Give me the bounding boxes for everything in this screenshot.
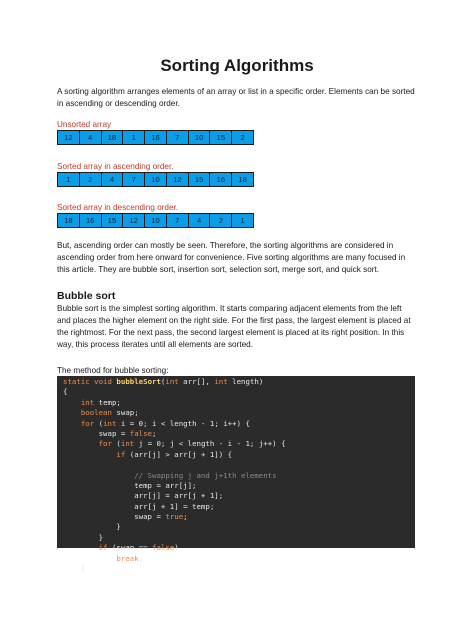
code-line: int temp;	[80, 397, 121, 407]
array-cell: 18	[232, 173, 253, 186]
code-line: for (int i = 0; i < length - 1; i++) {	[80, 418, 250, 428]
code-line: temp = arr[j];	[63, 480, 197, 490]
array-cell: 15	[102, 214, 124, 227]
array-cell: 15	[189, 173, 211, 186]
bubble-sort-paragraph: Bubble sort is the simplest sorting algorithm. It starts comparing adjacent elements from the left and places the higher element on the right side. For the first pass, the largest element is placed at the rightmost. For the next pass, the second largest element is placed at its right position. In this way, this process iterates until all elements are sorted.	[57, 304, 411, 349]
page-title: Sorting Algorithms	[160, 56, 314, 75]
array-cell: 2	[80, 173, 102, 186]
array-cell: 7	[167, 214, 189, 227]
array-cell: 10	[145, 214, 167, 227]
code-line: }	[63, 564, 86, 574]
array-cell: 12	[58, 131, 80, 144]
method-label: The method for bubble sorting:	[57, 366, 169, 375]
descending-label: Sorted array in descending order.	[57, 203, 179, 212]
array-cell: 4	[102, 173, 124, 186]
array-cell: 10	[189, 131, 211, 144]
code-line: if (arr[j] > arr[j + 1]) {	[116, 449, 233, 459]
code-line	[63, 460, 409, 470]
array-cell: 18	[102, 131, 124, 144]
array-cell: 16	[80, 214, 102, 227]
array-cell: 2	[210, 214, 232, 227]
array-cell: 15	[210, 131, 232, 144]
unsorted-label: Unsorted array	[57, 120, 112, 129]
array-cell: 1	[123, 131, 145, 144]
array-cell: 4	[80, 131, 102, 144]
ascending-label: Sorted array in ascending order.	[57, 162, 174, 171]
code-line: }	[63, 532, 104, 542]
array-cell: 16	[145, 131, 167, 144]
ascending-paragraph: But, ascending order can mostly be seen. Therefore, the sorting algorithms are considered in ascending order from here onward for convenience. Five sorting algorithms are many focused in this article. They are bubble sort, insertion sort, selection sort, merge sort, and quick sort.	[57, 241, 406, 274]
array-cell: 1	[58, 173, 80, 186]
code-line: swap = false;	[63, 428, 157, 438]
array-cell: 4	[189, 214, 211, 227]
array-cell: 12	[123, 214, 145, 227]
array-cell: 18	[58, 214, 80, 227]
ascending-array	[57, 172, 254, 187]
array-cell: 1	[232, 214, 253, 227]
code-line: swap = true;	[63, 512, 188, 522]
code-line: for (int j = 0; j < length - i - 1; j++) {	[98, 439, 286, 449]
code-line: // Swapping j and j+1th elements	[63, 470, 277, 480]
array-cell: 12	[167, 173, 189, 186]
array-cell: 7	[167, 131, 189, 144]
array-cell: 7	[123, 173, 145, 186]
unsorted-array	[57, 130, 254, 145]
array-cell: 16	[210, 173, 232, 186]
code-line: {	[63, 387, 68, 397]
code-line: if (swap == false)	[98, 543, 179, 553]
code-line: static void bubbleSort(int arr[], int length)	[63, 377, 264, 386]
code-block	[57, 376, 415, 574]
code-line: arr[j] = arr[j + 1];	[63, 491, 224, 501]
code-line: break;	[116, 553, 144, 563]
code-line: arr[j + 1] = temp;	[63, 501, 215, 511]
intro-paragraph: A sorting algorithm arranges elements of an array or list in a specific order. Elements can be sorted in ascending or descending order.	[57, 87, 415, 108]
code-line: boolean swap;	[80, 408, 139, 418]
array-cell: 10	[145, 173, 167, 186]
code-line: }	[63, 522, 121, 532]
array-cell: 2	[232, 131, 253, 144]
descending-array	[57, 213, 254, 228]
bubble-sort-heading: Bubble sort	[57, 290, 116, 302]
